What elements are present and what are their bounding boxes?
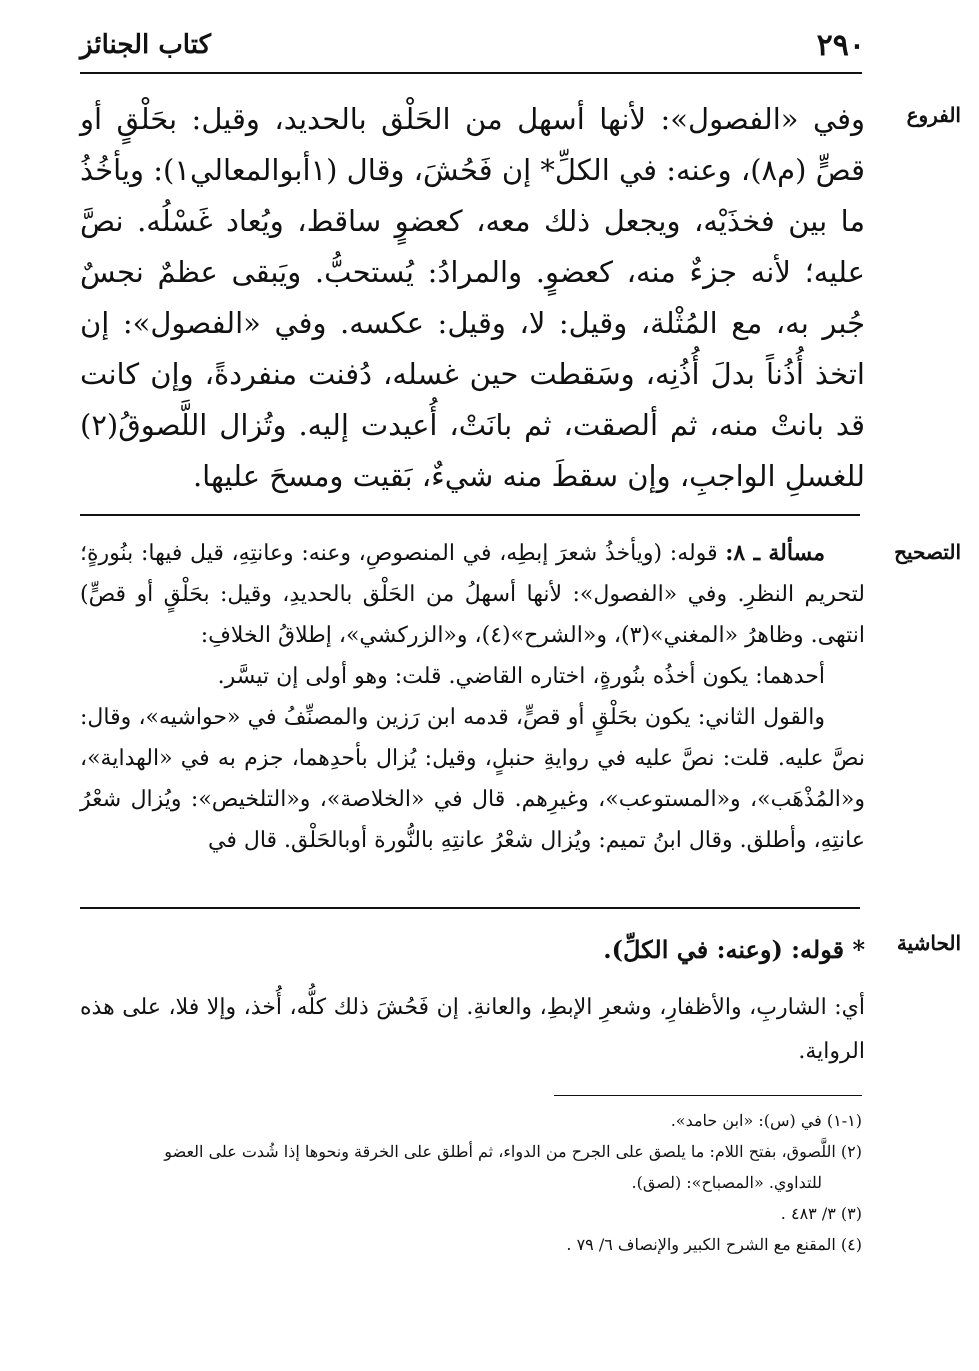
footnote-rule	[554, 1095, 862, 1096]
label-hashiya: الحاشية	[896, 931, 961, 955]
section-rule	[80, 907, 860, 909]
hashiya-text: أي: الشاربِ، والأظفارِ، وشعرِ الإبطِ، والعانةِ. إن فَحُشَ ذلك كلُّه، أُخذ، وإلا فلا، على هذه الرواية.	[80, 995, 865, 1064]
label-tashih: التصحيح	[894, 540, 961, 564]
header-rule	[80, 72, 862, 74]
label-furu: الفروع	[906, 103, 961, 127]
footnotes	[80, 1105, 862, 1260]
footnote: (٤) المقنع مع الشرح الكبير والإنصاف ٦/ ٧٩ .	[566, 1235, 862, 1254]
section-rule	[80, 514, 860, 516]
hashiya-heading: * قوله: (وعنه: في الكلِّ).	[603, 935, 865, 964]
page-header	[80, 28, 865, 68]
hashiya-section	[80, 928, 865, 1074]
footnote: (٣) ٣/ ٤٨٣ .	[780, 1204, 862, 1223]
tashih-paragraph: والقول الثاني: يكون بحَلْقٍ أو قصٍّ، قدمه ابن رَزين والمصنِّفُ في «حواشيه»، وقال: نصَّ عليه. قلت: نصَّ عليه في روايةِ حنبلٍ، وقيل: يُزال بأحدِهما، جزم به في «الهداية»، و«المُذْهَب»، و«المستوعب»، وغيرِهم. قال في «الخلاصة»، و«التلخيص»: ويُزال شعْرُ عانتِهِ، وأطلق. وقال ابنُ تميم: ويُزال شعْرُ عانتِهِ بالنُّورة أوبالحَلْق. قال في	[80, 705, 865, 853]
issue-number: مسألة ـ ٨:	[725, 540, 825, 566]
running-title: كتاب الجنائز	[80, 30, 211, 60]
furu-section	[80, 94, 865, 502]
tashih-section	[80, 533, 865, 861]
tashih-paragraph	[80, 533, 865, 656]
tashih-paragraph: أحدهما: يكون أخذُه بنُورةٍ، اختاره القاضي. قلت: وهو أولى إن تيسَّر.	[217, 664, 825, 689]
furu-text: وفي «الفصول»: لأنها أسهل من الحَلْق بالحديد، وقيل: بحَلْقٍ أو قصٍّ (م٨)، وعنه: في الكلِّ* إن فَحُشَ، وقال (١أبوالمعالي١): ويأخُذُ ما بين فخذَيْه، ويجعل ذلك معه، كعضوٍ ساقط، ويُعاد غَسْلُه. نصَّ عليه؛ لأنه جزءٌ منه، كعضوٍ. والمرادُ: يُستحبُّ. ويَبقى عظمٌ نجسٌ جُبر به، مع المُثْلة، وقيل: لا، وقيل: عكسه. وفي «الفصول»: إن اتخذ أُذُناً بدلَ أُذُنِه، وسَقطت حين غسله، دُفنت منفردةً، وإن كانت قد بانتْ منه، ثم ألصقت، ثم بانَتْ، أُعيدت إليه. وتُزال اللَّصوقُ(٢) للغسلِ الواجبِ، وإن سقطَ منه شيءٌ، بَقيت ومسحَ عليها.	[80, 102, 865, 493]
footnote: (١-١) في (س): «ابن حامد».	[670, 1111, 862, 1130]
footnote: (٢) اللَّصوق، بفتح اللام: ما يلصق على الجرح من الدواء، ثم أطلق على الخرقة ونحوها إذا شُدت على العضو	[164, 1142, 862, 1161]
tashih-text: قوله: (ويأخذُ شعرَ إبطِه، في المنصوصِ، وعنه: وعانتِهِ، قيل فيها: بنُورةٍ؛ لتحريم النظرِ. وفي «الفصول»: لأنها أسهلُ من الحَلْق بالحديدِ، وقيل: بحَلْقٍ أو قصٍّ) انتهى. وظاهرُ «المغني»(٣)، و«الشرح»(٤)، و«الزركشي»، إطلاقُ الخلافِ:	[80, 541, 865, 648]
footnote: للتداوي. «المصباح»: (لصق).	[631, 1173, 822, 1192]
page-number: ٢٩٠	[816, 28, 865, 63]
